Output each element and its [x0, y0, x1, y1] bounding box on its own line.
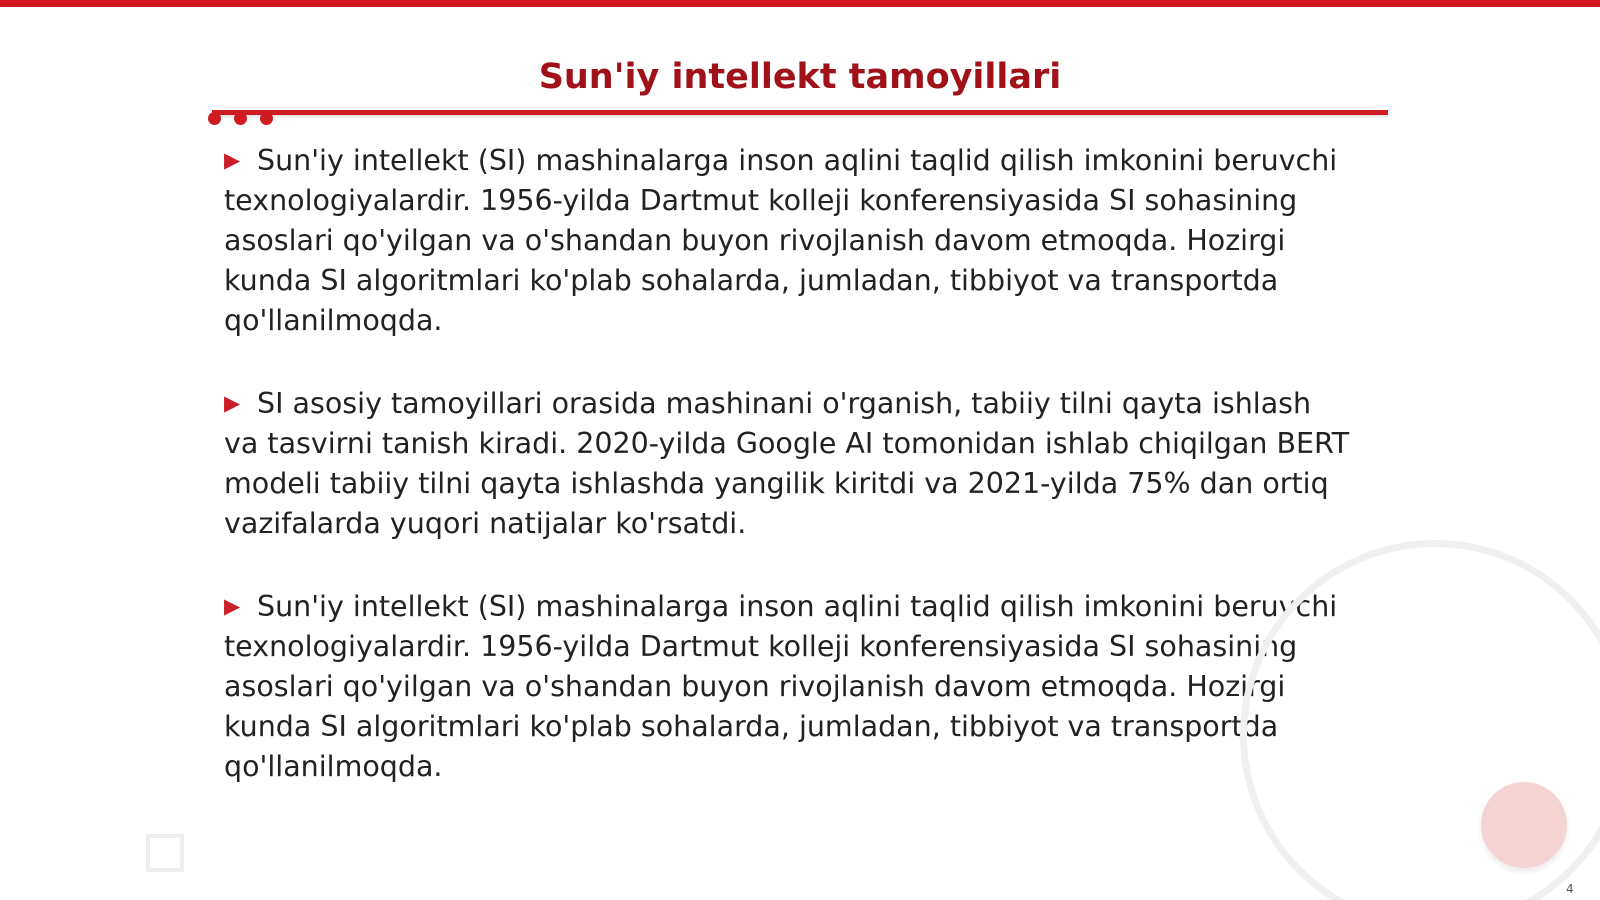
- bullet-list: [224, 140, 1354, 829]
- triangle-bullet-icon: ▶: [224, 148, 241, 172]
- bullet-text: Sun'iy intellekt (SI) mashinalarga inson aqlini taqlid qilish imkonini beruvchi texnologiyalardir. 1956-yilda Dartmut kolleji konferensiyasida SI sohasining asoslari qo'yilgan va o'shandan buyon rivojlanish davom etmoqda. Hozirgi kunda SI algoritmlari ko'plab sohalarda, jumladan, tibbiyot va transportda qo'llanilmoqda.: [224, 590, 1338, 783]
- triangle-bullet-icon: ▶: [224, 391, 241, 415]
- bullet-text: SI asosiy tamoyillari orasida mashinani o'rganish, tabiiy tilni qayta ishlash va tasvirni tanish kiradi. 2020-yilda Google AI tomonidan ishlab chiqilgan BERT modeli tabiiy tilni qayta ishlashda yangilik kiritdi va 2021-yilda 75% dan ortiq vazifalarda yuqori natijalar ko'rsatdi.: [224, 387, 1350, 540]
- top-accent-bar: [0, 0, 1600, 7]
- bullet-item: [224, 383, 1354, 544]
- page-number: 4: [1566, 882, 1574, 896]
- decor-dot: [260, 112, 273, 125]
- triangle-bullet-icon: ▶: [224, 594, 241, 618]
- decor-circle: [1481, 782, 1567, 868]
- slide-title: Sun'iy intellekt tamoyillari: [538, 57, 1062, 97]
- decor-dot: [234, 112, 247, 125]
- bullet-item: [224, 140, 1354, 341]
- decor-dot: [208, 112, 221, 125]
- title-underline: [212, 110, 1388, 115]
- bullet-item: [224, 586, 1354, 787]
- bullet-text: Sun'iy intellekt (SI) mashinalarga inson aqlini taqlid qilish imkonini beruvchi texnologiyalardir. 1956-yilda Dartmut kolleji konferensiyasida SI sohasining asoslari qo'yilgan va o'shandan buyon rivojlanish davom etmoqda. Hozirgi kunda SI algoritmlari ko'plab sohalarda, jumladan, tibbiyot va transportda qo'llanilmoqda.: [224, 144, 1338, 337]
- decor-square: [146, 834, 184, 872]
